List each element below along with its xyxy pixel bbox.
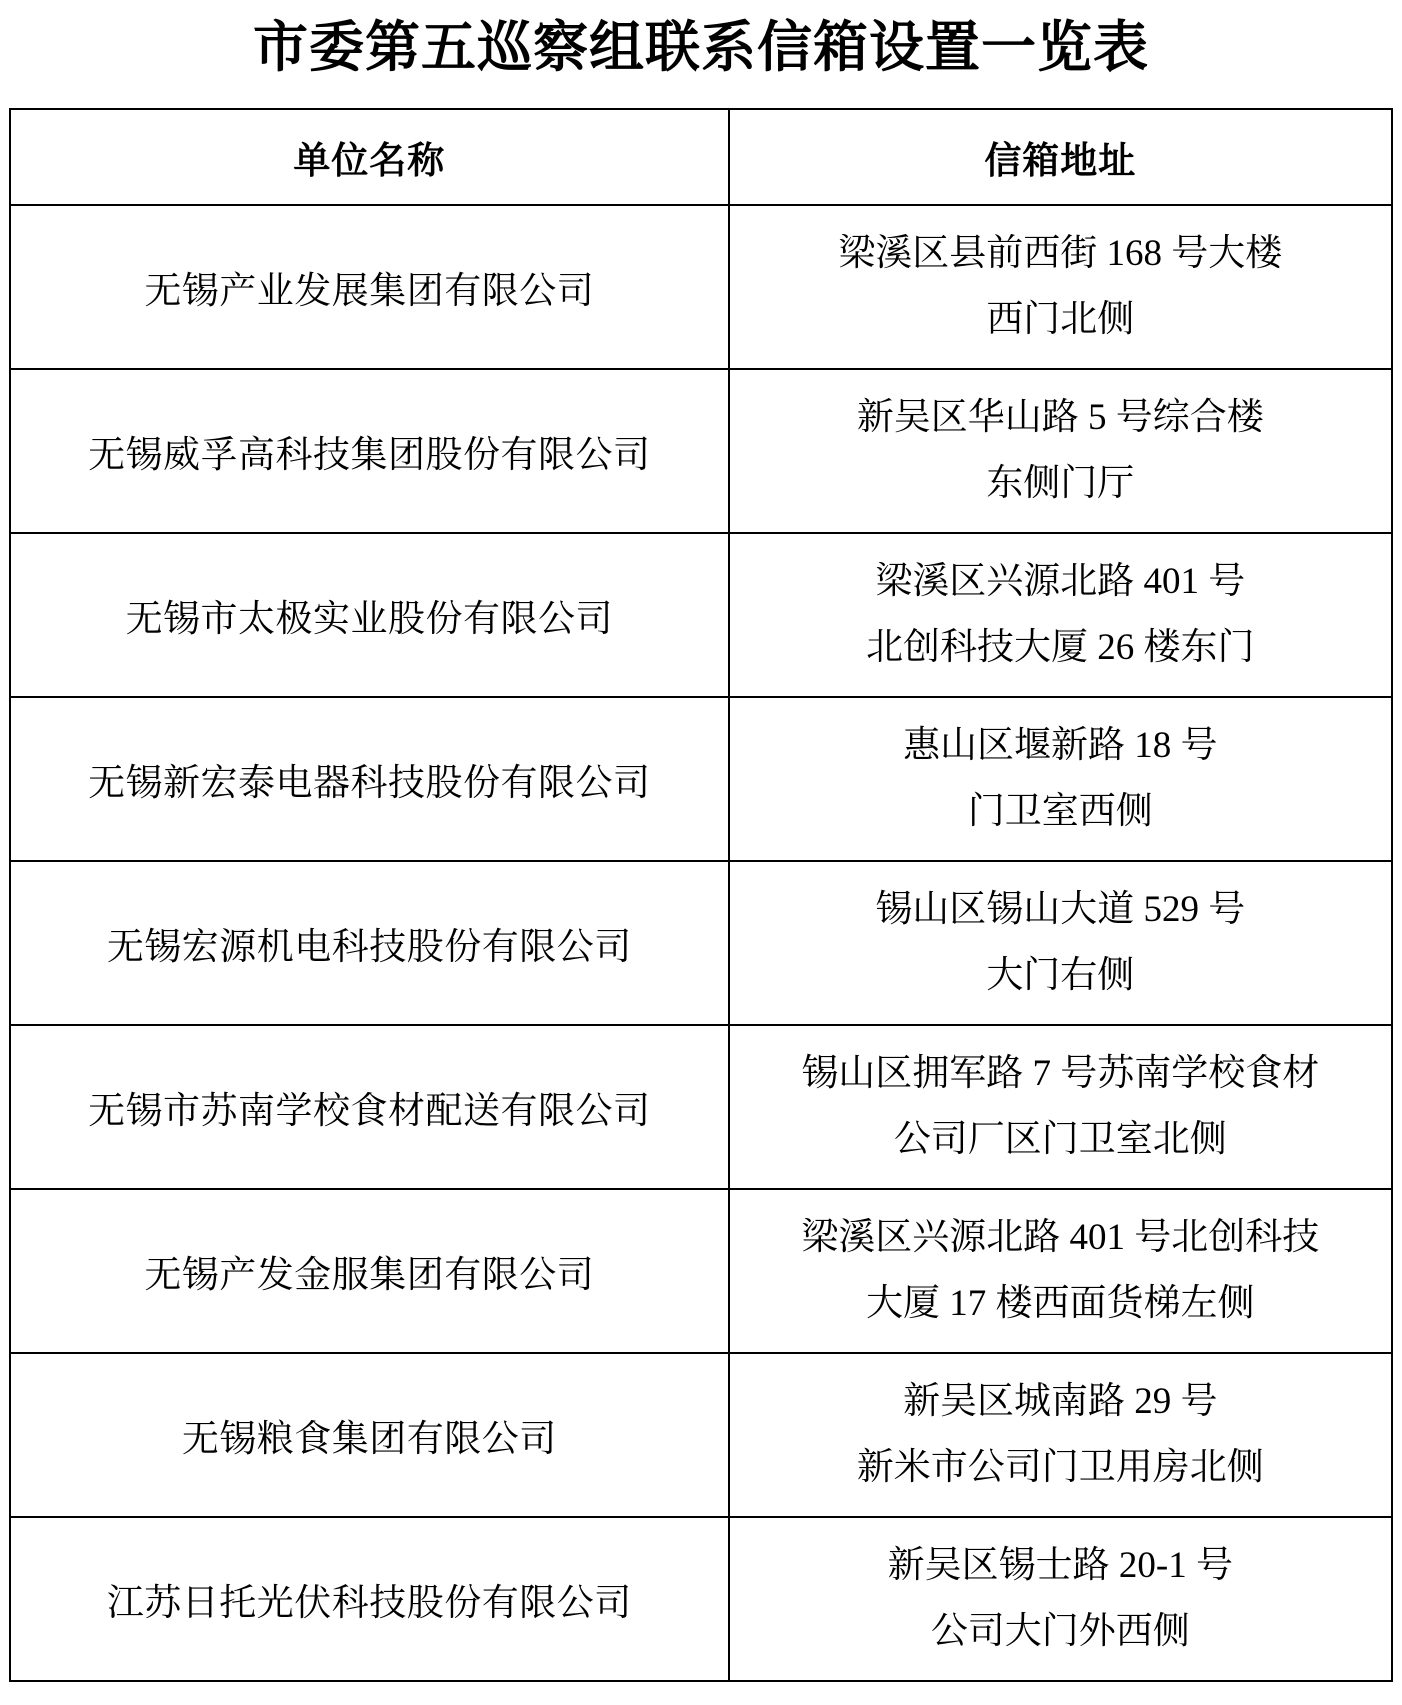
table-row — [10, 1189, 1392, 1353]
address-cell — [729, 861, 1392, 1025]
header-mailbox-address: 信箱地址 — [729, 109, 1392, 205]
table-row — [10, 697, 1392, 861]
address-cell — [729, 533, 1392, 697]
address-line-1: 惠山区堰新路 18 号 — [903, 725, 1218, 766]
address-line-2: 门卫室西侧 — [967, 791, 1153, 832]
table-row — [10, 205, 1392, 369]
table-row — [10, 861, 1392, 1025]
address-cell — [729, 697, 1392, 861]
address-line-1: 梁溪区兴源北路 401 号 — [875, 561, 1246, 602]
address-line-2: 公司大门外西侧 — [930, 1611, 1190, 1652]
address-line-2: 东侧门厅 — [986, 463, 1135, 504]
unit-name-cell: 无锡产业发展集团有限公司 — [10, 205, 729, 369]
table-row — [10, 1025, 1392, 1189]
mailbox-table — [9, 108, 1393, 1682]
address-line-2: 公司厂区门卫室北侧 — [893, 1119, 1227, 1160]
address-line-1: 新吴区城南路 29 号 — [903, 1381, 1218, 1422]
address-line-2: 大门右侧 — [986, 955, 1135, 996]
address-line-2: 大厦 17 楼西面货梯左侧 — [866, 1283, 1255, 1324]
table-row — [10, 1517, 1392, 1681]
unit-name-cell: 无锡产发金服集团有限公司 — [10, 1189, 729, 1353]
address-line-1: 锡山区锡山大道 529 号 — [875, 889, 1246, 930]
address-cell — [729, 205, 1392, 369]
address-line-1: 新吴区锡士路 20-1 号 — [887, 1545, 1233, 1586]
address-cell — [729, 1025, 1392, 1189]
address-line-2: 北创科技大厦 26 楼东门 — [866, 627, 1255, 668]
unit-name-cell: 无锡宏源机电科技股份有限公司 — [10, 861, 729, 1025]
table-row — [10, 533, 1392, 697]
address-line-1: 锡山区拥军路 7 号苏南学校食材 — [801, 1053, 1320, 1094]
unit-name-cell: 江苏日托光伏科技股份有限公司 — [10, 1517, 729, 1681]
unit-name-cell: 无锡市苏南学校食材配送有限公司 — [10, 1025, 729, 1189]
table-row — [10, 1353, 1392, 1517]
address-line-1: 梁溪区兴源北路 401 号北创科技 — [801, 1217, 1320, 1258]
address-line-2: 西门北侧 — [986, 299, 1135, 340]
unit-name-cell: 无锡粮食集团有限公司 — [10, 1353, 729, 1517]
header-unit-name: 单位名称 — [10, 109, 729, 205]
address-line-1: 新吴区华山路 5 号综合楼 — [856, 397, 1264, 438]
address-cell — [729, 1517, 1392, 1681]
address-line-1: 梁溪区县前西街 168 号大楼 — [838, 233, 1283, 274]
address-line-2: 新米市公司门卫用房北侧 — [856, 1447, 1264, 1488]
page-title: 市委第五巡察组联系信箱设置一览表 — [252, 17, 1149, 78]
address-cell — [729, 369, 1392, 533]
unit-name-cell: 无锡威孚高科技集团股份有限公司 — [10, 369, 729, 533]
header-row — [10, 109, 1392, 205]
address-cell — [729, 1189, 1392, 1353]
unit-name-cell: 无锡市太极实业股份有限公司 — [10, 533, 729, 697]
table-row — [10, 369, 1392, 533]
unit-name-cell: 无锡新宏泰电器科技股份有限公司 — [10, 697, 729, 861]
address-cell — [729, 1353, 1392, 1517]
